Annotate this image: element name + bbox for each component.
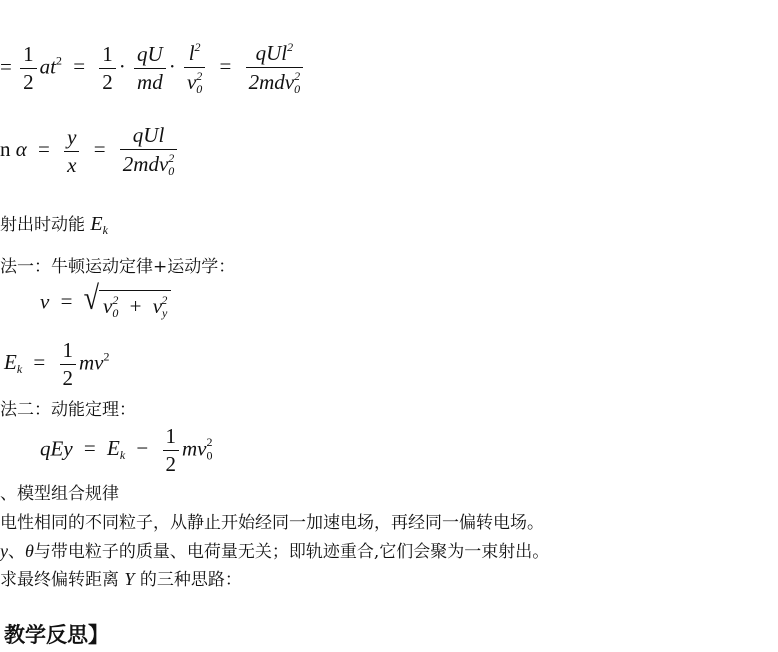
exponent: 2 xyxy=(161,293,168,307)
exponent: 2 xyxy=(196,69,203,83)
equation-kinetic-energy xyxy=(4,338,110,391)
eq-prefix: = xyxy=(0,54,12,79)
var-alpha: α xyxy=(15,136,27,161)
conclusion-text: 与带电粒子的质量、电荷量无关；即轨迹重合,它们会聚为一束射出。 xyxy=(33,542,550,562)
fraction-half: $\frac{1}{2}$ xyxy=(60,338,77,391)
subscript: 0 xyxy=(196,82,203,96)
equation-velocity xyxy=(40,280,171,321)
var-theta: θ xyxy=(25,541,34,561)
method-one-label: 法一：牛顿运动定律+运动学： xyxy=(0,257,236,277)
equation-deflection xyxy=(0,40,306,97)
equation-work-energy xyxy=(40,424,213,477)
minus-sign: − xyxy=(136,436,149,461)
exponent: 2 xyxy=(287,40,294,54)
var-ek: $E_k$ xyxy=(4,350,23,377)
fraction-half: $\frac{1}{2}$ xyxy=(20,42,37,95)
dot-operator: · xyxy=(118,54,126,79)
fraction-result: $\frac{\text{qUl}}{2mdv_0^2}$ xyxy=(120,123,178,179)
subscript: y xyxy=(162,306,168,320)
fraction-result xyxy=(246,40,304,97)
var-v: v xyxy=(186,70,197,94)
var-mv: mv xyxy=(79,350,104,375)
exponent: 2 xyxy=(55,53,62,68)
equals-sign: = xyxy=(33,350,46,375)
conclusion-statement xyxy=(0,537,549,562)
particles-statement: 电性相同的不同粒子，从静止开始经同一加速电场，再经同一偏转电场。 xyxy=(0,513,544,533)
fraction-l-v0 xyxy=(184,40,205,97)
fraction-y-x: $\frac{y}{x}$ xyxy=(64,125,79,178)
method-two-label: 法二：动能定理： xyxy=(0,400,136,420)
kinetic-energy-heading xyxy=(0,210,108,238)
equals-sign: = xyxy=(73,54,86,79)
dot-operator-2: · xyxy=(168,54,176,79)
var-2mdv: 2mdv xyxy=(122,152,169,176)
exponent: 2 xyxy=(112,293,119,307)
final-deflection-statement xyxy=(0,565,242,590)
exponent: 2 xyxy=(206,435,213,450)
var-qul: qUl xyxy=(255,41,288,65)
final-post-text: 的三种思路： xyxy=(139,570,242,590)
fraction-qu-md: $\frac{qU}{md}$ xyxy=(134,42,166,95)
eq-prefix: n xyxy=(0,136,11,161)
exponent: 2 xyxy=(168,151,175,165)
square-root xyxy=(83,280,172,321)
plus-sign: + xyxy=(129,294,142,318)
subscript: k xyxy=(16,362,23,377)
exponent: 2 xyxy=(103,349,110,364)
exponent: 2 xyxy=(294,69,301,83)
subscript: k xyxy=(119,448,126,463)
equals-sign: = xyxy=(83,436,96,461)
var-2mdv: 2mdv xyxy=(248,70,295,94)
fraction-half: $\frac{1}{2}$ xyxy=(163,424,180,477)
var-y-capital: Y xyxy=(124,569,135,589)
separator: 、 xyxy=(8,542,25,562)
exponent: 2 xyxy=(194,40,201,54)
var-y: y xyxy=(0,541,8,561)
var-ek: $E_k$ xyxy=(90,213,108,237)
equals-sign: = xyxy=(38,136,50,161)
final-pre-text: 求最终偏转距离 xyxy=(0,570,119,590)
var-ek: $E_k$ xyxy=(107,436,126,463)
var-v: v xyxy=(40,289,50,314)
equation-tangent xyxy=(0,123,180,179)
var-l: l xyxy=(188,41,195,65)
subscript: 0 xyxy=(112,306,119,320)
subscript: 0 xyxy=(168,164,175,178)
equals-sign-2: = xyxy=(219,54,232,79)
equals-sign-2: = xyxy=(93,136,106,161)
subscript: 0 xyxy=(206,448,213,463)
radicand: $v_0^2 + v_y^2$ xyxy=(99,290,171,321)
var-mv: mv xyxy=(182,436,207,461)
fraction-half-2: $\frac{1}{2}$ xyxy=(99,42,116,95)
radical-sign: √ xyxy=(83,280,100,318)
var-qey: qEy xyxy=(40,436,73,461)
subscript: k xyxy=(102,223,108,237)
teaching-reflection-heading: 教学反思】 xyxy=(4,622,109,647)
equals-sign: = xyxy=(60,289,73,314)
subscript: 0 xyxy=(294,82,301,96)
heading-text: 射出时动能 xyxy=(0,215,85,235)
term-at: at xyxy=(39,54,56,79)
model-rule-heading: 、模型组合规律 xyxy=(0,484,119,504)
